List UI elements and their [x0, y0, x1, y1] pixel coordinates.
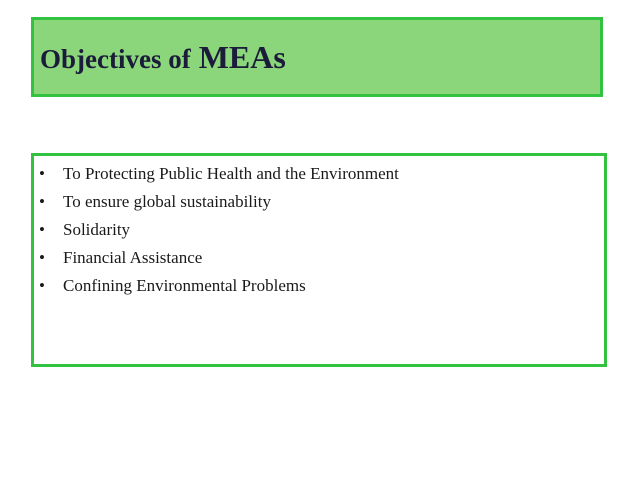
- bullet-dot-icon: •: [39, 192, 45, 211]
- bullet-item: [34, 188, 604, 216]
- bullet-text: Financial Assistance: [63, 248, 203, 267]
- bullet-dot-icon: •: [39, 248, 45, 267]
- title-part-1: Objectives of: [40, 44, 191, 74]
- bullet-dot-icon: •: [39, 164, 45, 183]
- bullet-text: To Protecting Public Health and the Environment: [63, 164, 399, 183]
- bullet-dot-icon: •: [39, 276, 45, 295]
- content-box: [31, 153, 607, 367]
- slide-title: [40, 41, 286, 73]
- bullet-item: [34, 216, 604, 244]
- bullet-dot-icon: •: [39, 220, 45, 239]
- bullet-text: To ensure global sustainability: [63, 192, 271, 211]
- bullet-item: [34, 244, 604, 272]
- title-part-2: MEAs: [198, 39, 286, 75]
- bullet-item: [34, 160, 604, 188]
- bullet-item: [34, 272, 604, 300]
- title-box: [31, 17, 603, 97]
- bullet-list: [34, 156, 604, 300]
- bullet-text: Solidarity: [63, 220, 131, 239]
- bullet-text: Confining Environmental Problems: [63, 276, 306, 295]
